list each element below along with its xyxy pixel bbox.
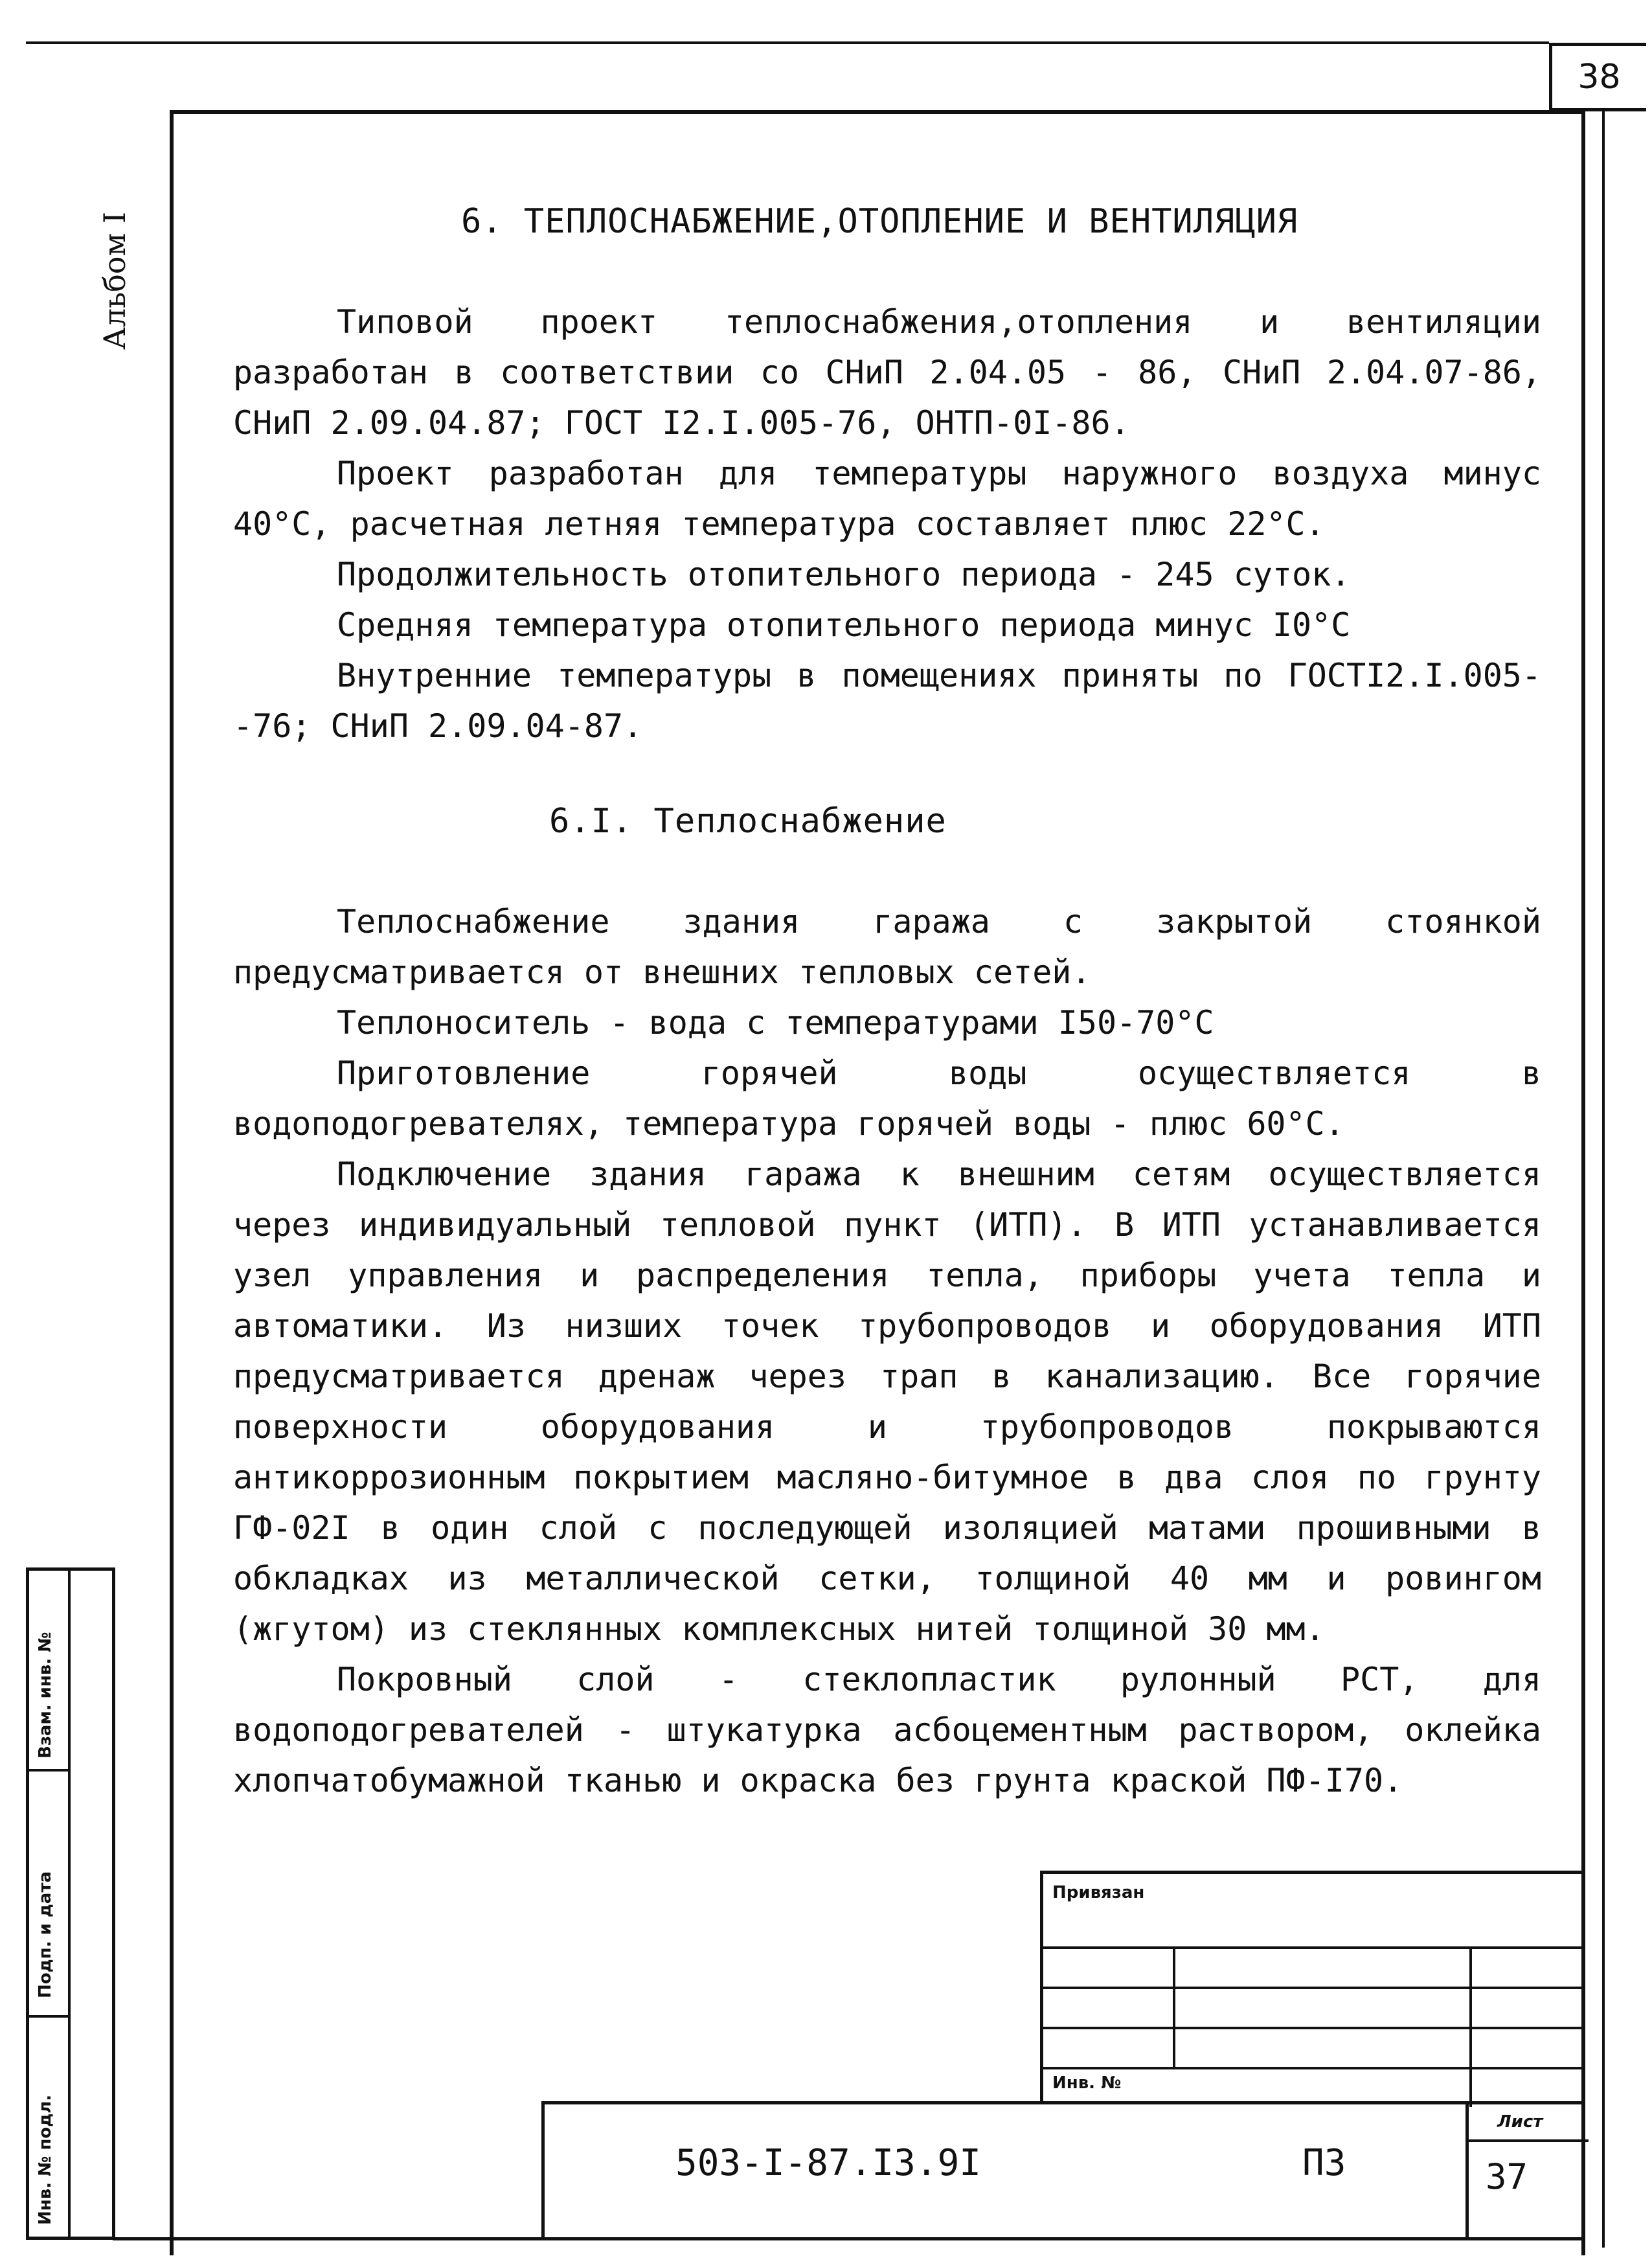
grid-line [1173,1946,1175,2067]
strip-label-vzam: Взам. инв. № [36,1632,55,1759]
strip-cell-inv [29,2018,71,2237]
body-paragraph: Теплоснабжение здания гаража с закрытой стоянкой предусматривается от внешних тепловых сетей. [233,903,1541,991]
privyazan-block [1040,1871,1585,2104]
section-title: 6. ТЕПЛОСНАБЖЕНИЕ,ОТОПЛЕНИЕ И ВЕНТИЛЯЦИЯ [461,202,1298,241]
sheet-number: 37 [1486,2156,1528,2197]
strip-cell-podp [29,1772,71,2018]
body-paragraph: Подключение здания гаража к внешним сетям осуществляется через индивидуальный тепловой пункт (ИТП). В ИТП устанавливается узел управления и распределения тепла, приборы учета тепла и автоматики. Из низших точек трубопроводов и оборудования ИТП предусматривается дренаж через трап в канализацию. Все горячие поверхности оборудования и трубопроводов покрываются антикоррозионным покрытием масляно-битумное в два слоя по грунту ГФ-02I в один слой с последующей изоляцией матами прошивными в обкладках из металлической сетки, толщиной 40 мм и ровингом (жгутом) из стеклянных комплексных нитей толщиной 30 мм. [233,1156,1541,1648]
sheet-cell [1465,2104,1589,2239]
sheet-label: Лист [1497,2112,1543,2132]
subsection-title: 6.I. Теплоснабжение [549,802,947,841]
privyazan-grid [1043,1946,1585,2107]
strip-label-inv: Инв. № подл. [36,2094,55,2225]
intro-text [233,297,1541,751]
grid-line [1043,1946,1585,1949]
grid-line [1469,1946,1472,2107]
body-paragraph: Покровный слой - стеклопластик рулонный РСТ, для водоподогревателей - штукатурка асбоцементным раствором, оклейка хлопчатобумажной тканью и окраска без грунта краской ПФ-I70. [233,1661,1541,1799]
document-type: ПЗ [1302,2142,1346,2184]
page-number: 38 [1549,43,1646,111]
title-block [541,2101,1585,2239]
grid-line [1043,2027,1585,2029]
inv-no-label: Инв. № [1052,2073,1122,2093]
document-code: 503-I-87.I3.9I [675,2142,982,2184]
top-rule [26,41,1549,44]
body-text [233,896,1541,1806]
intro-paragraph: Продолжительность отопительного периода - 245 суток. [337,556,1351,593]
strip-label-podp: Подп. и дата [36,1871,55,1998]
left-signature-strip [26,1567,115,2240]
privyazan-label: Привязан [1052,1883,1145,1902]
intro-paragraph: Внутренние температуры в помещениях приняты по ГОСТI2.I.005--76; СНиП 2.09.04-87. [233,657,1541,745]
intro-paragraph: Типовой проект теплоснабжения,отопления и вентиляции разработан в соответствии со СНиП 2.04.05 - 86, СНиП 2.04.07-86, СНиП 2.09.04.87; ГОСТ I2.I.005-76, ОНТП-0I-86. [233,303,1541,442]
grid-line [1043,1987,1585,1989]
outer-right-rule [1602,110,1605,2248]
body-paragraph: Теплоноситель - вода с температурами I50-70°С [337,1004,1214,1042]
body-paragraph: Приготовление горячей воды осуществляется в водоподогревателях, температура горячей воды - плюс 60°С. [233,1054,1541,1143]
grid-line [1043,2067,1585,2069]
album-label: Альбом I [97,211,132,350]
strip-cell-vzam [29,1571,71,1772]
intro-paragraph: Средняя температура отопительного периода минус I0°С [337,606,1351,644]
sheet-divider [1469,2139,1589,2142]
intro-paragraph: Проект разработан для температуры наружного воздуха минус 40°С, расчетная летняя температура составляет плюс 22°С. [233,455,1541,543]
